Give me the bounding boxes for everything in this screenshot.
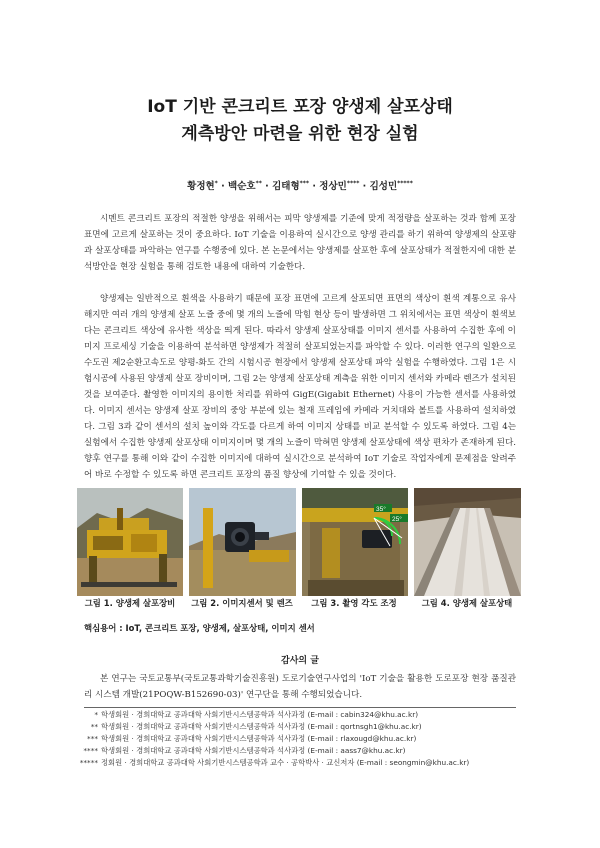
footnote <box>60 746 530 756</box>
footnote-text: 학생회원 · 경희대학교 공과대학 사회기반시스템공학과 석사과정 (E-mail : qortnsgh1@khu.ac.kr) <box>101 722 422 731</box>
figure-2-image <box>189 488 296 596</box>
figure-3-image <box>302 488 408 596</box>
figure-4-image <box>414 488 521 596</box>
angle-label-1: 35° <box>376 506 386 513</box>
footnote-text: 학생회원 · 경희대학교 공과대학 사회기반시스템공학과 석사과정 (E-mail : cabin324@khu.ac.kr) <box>101 710 419 719</box>
acknowledgement-heading: 감사의 글 <box>281 656 319 666</box>
author-name: 황정현 <box>187 181 215 192</box>
footnote-mark: ***** <box>79 758 98 767</box>
footnote-text: 정회원 · 경희대학교 공과대학 사회기반시스템공학과 교수 · 공학박사 · 교신저자 (E-mail : seongmin@khu.ac.kr) <box>101 758 470 767</box>
author-mark: * <box>214 179 218 187</box>
author-name: 김태형 <box>272 181 300 192</box>
author-separator: · <box>309 181 320 192</box>
footnote-mark: *** <box>87 734 98 743</box>
author-name: 김성민 <box>369 181 398 192</box>
footnote-mark: **** <box>83 746 98 755</box>
author-mark: ** <box>255 179 262 187</box>
footnote-text: 학생회원 · 경희대학교 공과대학 사회기반시스템공학과 석사과정 (E-mail : aass7@khu.ac.kr) <box>101 746 406 755</box>
figure-2-caption: 그림 2. 이미지센서 및 렌즈 <box>191 598 293 608</box>
author-separator: · <box>359 181 370 192</box>
footnote-divider <box>84 707 516 708</box>
paper-title-line1: IoT 기반 콘크리트 포장 양생제 살포상태 <box>147 97 453 117</box>
author-mark: ***** <box>397 179 413 187</box>
author-name: 백순호 <box>228 181 256 192</box>
footnote <box>60 722 530 732</box>
author-separator: · <box>217 181 229 192</box>
figure-4-caption: 그림 4. 양생제 살포상태 <box>421 598 513 608</box>
body-paragraph-1: 시멘트 콘크리트 포장의 적절한 양생을 위해서는 피막 양생제를 기준에 맞게 적정량을 살포하는 것과 함께 포장 표면에 고르게 살포하는 것이 중요하다. IoT 기술을 이용하여 실시간으로 양생 관리를 하기 위하여 양생제의 살포량과 살포상태를 파악하는 연구를 수행중에 있다. 본 논문에서는 양생제를 살포한 후에 살포상태가 적절한지에 대한 분석방안을 현장 실험을 통해 검토한 내용에 대하여 기술한다. <box>84 214 516 272</box>
footnote-mark: * <box>94 710 98 719</box>
keywords: 핵심용어 : IoT, 콘크리트 포장, 양생제, 살포상태, 이미지 센서 <box>84 623 315 633</box>
body-paragraph-2: 양생제는 일반적으로 흰색을 사용하기 때문에 포장 표면에 고르게 살포되면 표면의 색상이 흰색 계통으로 유사해지만 여러 개의 양생제 살포 노즐 중에 몇 개의 노즐에 막힘 현상 등이 발생하면 그 위치에서는 표면 색상이 흰색보다는 콘크리트 색상에 유사한 색상을 띄게 된다. 따라서 양생제 살포상태를 이미지 센서를 사용하여 수집한 후에 이미지 프로세싱 기술을 이용하여 분석하면 양생제가 적절히 살포되었는지를 파악할 수 있다. 이러한 연구의 일환으로 수도권 제2순환고속도로 양평-화도 간의 시험시공 현장에서 양생제 살포상태 파악 실험을 수행하였다. 그림 1은 시험시공에 사용된 양생제 살포 장비이며, 그림 2는 양생제 살포상태 계측을 위한 이미지 센서와 카메라 렌즈가 설치된 것을 보여준다. 촬영한 이미지의 용이한 처리를 위하여 GigE(Gigabit Ethernet) 사용이 가능한 센서를 사용하였다. 이미지 센서는 양생제 살포 장비의 중앙 부분에 있는 철재 프레임에 카메라 거치대와 볼트를 사용하여 설치하였다. 그림 3과 같이 센서의 설치 높이와 각도를 다르게 하여 이미지 상태를 비교 분석할 수 있도록 하였다. 그림 4는 실험에서 수집한 양생제 살포상태 이미지이며 몇 개의 노즐이 막혀면 양생제 살포상태에 색상 편차가 존재하게 된다. 향후 연구를 통해 이와 같이 수집한 이미지에 대하여 실시간으로 분석하여 IoT 기술로 작업자에게 문제점을 알려주어 바로 수정할 수 있도록 하면 콘크리트 포장의 품질 향상에 기여할 수 있을 것이다. <box>84 294 516 480</box>
paper-title-line2: 계측방안 마련을 위한 현장 실험 <box>181 124 419 144</box>
footnote <box>60 758 530 768</box>
author-name: 정상민 <box>319 181 347 192</box>
figure-1-image <box>77 488 183 596</box>
angle-label-2: 25° <box>392 516 402 523</box>
author-list <box>0 178 600 192</box>
footnote <box>60 710 530 720</box>
author-separator: · <box>261 181 273 192</box>
footnote <box>60 734 530 744</box>
footnote-mark: ** <box>90 722 98 731</box>
figure-1-caption: 그림 1. 양생제 살포장비 <box>84 598 176 608</box>
author-mark: **** <box>346 179 360 187</box>
author-mark: *** <box>299 179 310 187</box>
figure-3-caption: 그림 3. 촬영 각도 조정 <box>311 598 397 608</box>
footnote-text: 학생회원 · 경희대학교 공과대학 사회기반시스템공학과 석사과정 (E-mail : rlaxougd@khu.ac.kr) <box>101 734 417 743</box>
acknowledgement-text: 본 연구는 국토교통부(국토교통과학기술진흥원) 도로기술연구사업의 'IoT 기술을 활용한 도로포장 현장 품질관리 시스템 개발(21POQW-B152690-03)' 연구단을 통해 수행되었습니다. <box>84 674 516 700</box>
